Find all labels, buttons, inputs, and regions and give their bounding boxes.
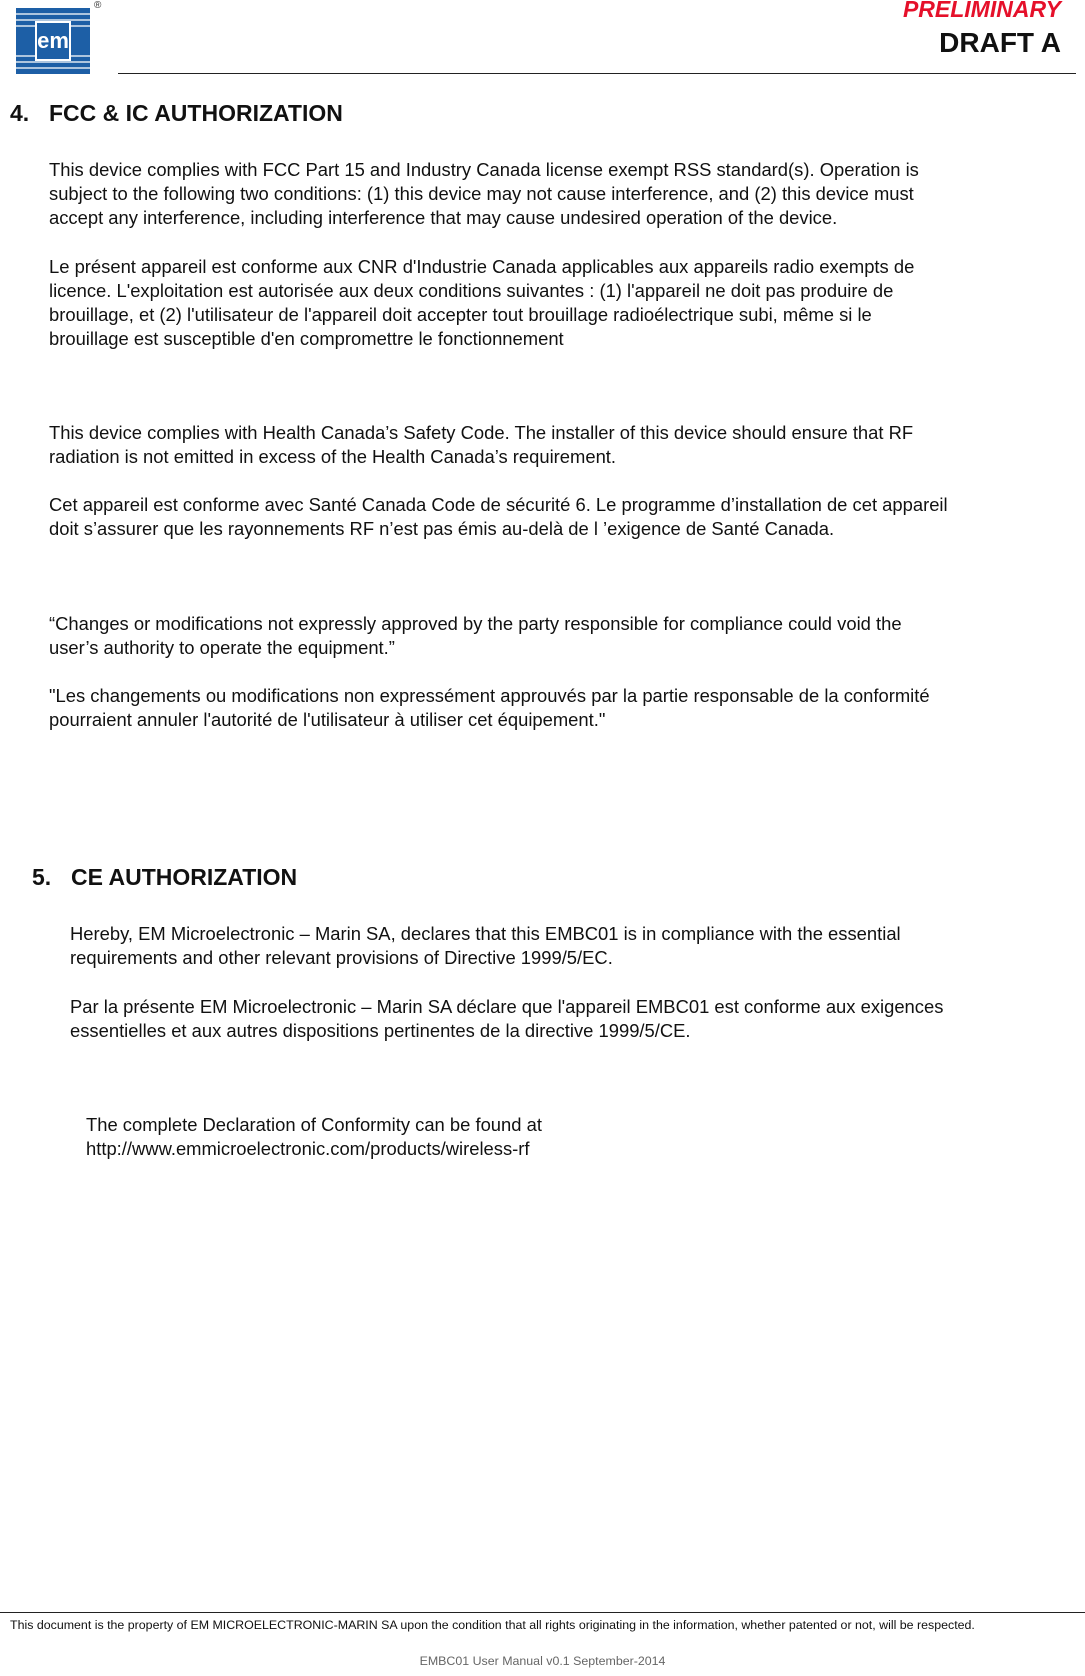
section-number: 5. xyxy=(32,864,52,890)
preliminary-label: PRELIMINARY xyxy=(902,0,1061,22)
paragraph-health-fr: Cet appareil est conforme avec Santé Canada Code de sécurité 6. Le programme d’installation de cet appareil doit s’assurer que les rayonnements RF n’est pas émis au-delà de l ’exigence de Santé Canada. xyxy=(49,494,948,539)
logo-text: em xyxy=(37,28,69,53)
draft-label: DRAFT A xyxy=(939,27,1061,58)
paragraph-ce-en: Hereby, EM Microelectronic – Marin SA, declares that this EMBC01 is in compliance with the essential requirements and other relevant provisions of Directive 1999/5/EC. xyxy=(70,923,901,968)
footer-divider xyxy=(0,1612,1085,1613)
paragraph-health-en: This device complies with Health Canada’s Safety Code. The installer of this device should ensure that RF radiation is not emitted in excess of the Health Canada’s requirement. xyxy=(49,422,914,467)
paragraph-ce-fr: Par la présente EM Microelectronic – Marin SA déclare que l'appareil EMBC01 est conforme aux exigences essentielles et aux autres dispositions pertinentes de la directive 1999/5/CE. xyxy=(70,996,944,1041)
header-divider xyxy=(118,73,1076,74)
paragraph-declaration: The complete Declaration of Conformity can be found at http://www.emmicroelectronic.com/products/wireless-rf xyxy=(86,1114,542,1159)
section-title: FCC & IC AUTHORIZATION xyxy=(49,100,343,126)
registered-mark: ® xyxy=(94,0,102,11)
footer-document-id: EMBC01 User Manual v0.1 September-2014 xyxy=(419,1654,666,1668)
section-4-heading xyxy=(10,100,343,127)
paragraph-changes-fr: "Les changements ou modifications non expressément approuvés par la partie responsable de la conformité pourraient annuler l'autorité de l'utilisateur à utiliser cet équipement." xyxy=(49,685,930,730)
footer-property-note: This document is the property of EM MICROELECTRONIC-MARIN SA upon the condition that all rights originating in the information, whether patented or not, will be respected. xyxy=(10,1618,975,1632)
paragraph-fcc-fr: Le présent appareil est conforme aux CNR d'Industrie Canada applicables aux appareils radio exempts de licence. L'exploitation est autorisée aux deux conditions suivantes : (1) l'appareil ne doit pas produire de brouillage, et (2) l'utilisateur de l'appareil doit accepter tout brouillage radioélectrique subi, même si le brouillage est susceptible d'en compromettre le fonctionnement xyxy=(49,256,915,349)
section-5-heading xyxy=(32,864,297,891)
section-title: CE AUTHORIZATION xyxy=(71,864,298,890)
paragraph-changes-en: “Changes or modifications not expressly approved by the party responsible for compliance could void the user’s authority to operate the equipment.” xyxy=(49,613,902,658)
em-microelectronic-logo xyxy=(16,8,90,74)
paragraph-fcc-en: This device complies with FCC Part 15 and Industry Canada license exempt RSS standard(s). Operation is subject to the following two conditions: (1) this device may not cause interference, and (2) this device must accept any interference, including interference that may cause undesired operation of the device. xyxy=(49,159,919,228)
section-number: 4. xyxy=(10,100,30,126)
